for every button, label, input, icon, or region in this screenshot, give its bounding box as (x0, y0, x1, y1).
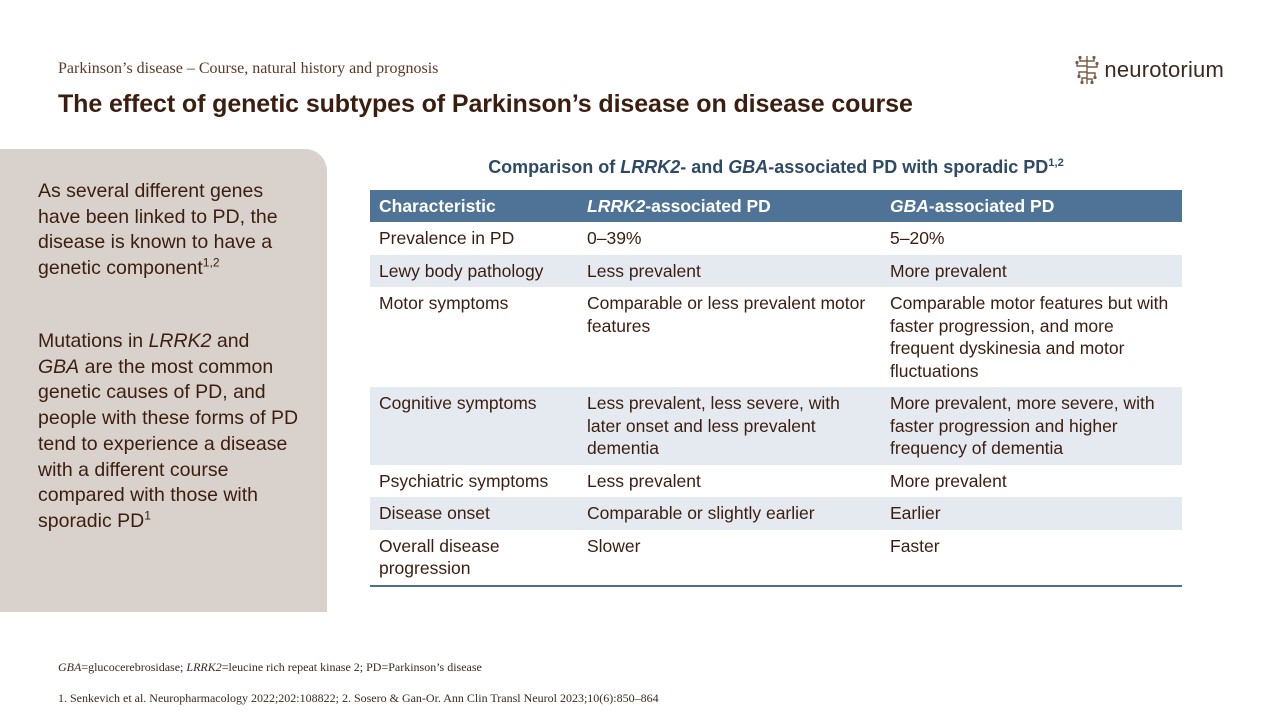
cell-lrrk2: Slower (587, 535, 641, 556)
cell-characteristic: Motor symptoms (379, 293, 509, 313)
cell-lrrk2: Less prevalent (578, 255, 881, 288)
sidebar-p2-citation: 1 (144, 508, 151, 523)
footnote-lrrk2: LRRK2 (186, 660, 222, 674)
cell-lrrk2: Comparable or less prevalent motor features (587, 293, 866, 336)
sidebar-p2-and: and (211, 330, 250, 352)
table-row (370, 530, 1182, 586)
header-lrrk2 (578, 190, 881, 222)
sidebar-p2-text: are the most common genetic causes of PD, and people with these forms of PD tend to experience a disease with a different course compared with those with sporadic PD (38, 355, 299, 532)
footnote-lrrk2-def: =leucine rich repeat kinase 2; PD=Parkinson’s disease (221, 660, 482, 674)
caption-mid: - and (680, 157, 729, 177)
caption-gene-gba: GBA (728, 157, 769, 177)
cell-gba: Comparable motor features but with faster progression, and more frequent dyskinesia and motor fluctuations (890, 293, 1169, 381)
sidebar-p1-text: As several different genes have been linked to PD, the disease is known to have a genetic component (38, 180, 278, 280)
page-subtitle: Parkinson’s disease – Course, natural history and prognosis (58, 60, 439, 77)
cell-characteristic: Psychiatric symptoms (379, 470, 549, 491)
references: 1. Senkevich et al. Neuropharmacology 2022;202:108822; 2. Sosero & Gan-Or. Ann Clin Transl Neurol 2023;10(6):850–864 (58, 691, 659, 705)
cell-lrrk2: Comparable or slightly earlier (578, 497, 881, 530)
cell-gba: Earlier (881, 497, 1182, 530)
cell-gba: Faster (890, 535, 940, 556)
cell-gba: More prevalent (890, 470, 1007, 491)
page-title: The effect of genetic subtypes of Parkinson’s disease on disease course (58, 90, 913, 118)
table-caption (370, 157, 1182, 178)
cell-characteristic: Cognitive symptoms (370, 387, 578, 465)
brain-circuit-icon (1074, 54, 1100, 86)
cell-lrrk2: Less prevalent, less severe, with later onset and less prevalent dementia (578, 387, 881, 465)
table-row (370, 222, 1182, 255)
cell-gba: More prevalent (881, 255, 1182, 288)
sidebar-panel (0, 149, 327, 612)
table-row (370, 387, 1182, 465)
sidebar-gene-lrrk2: LRRK2 (148, 330, 212, 352)
table-row (370, 465, 1182, 498)
cell-gba: More prevalent, more severe, with faster progression and higher frequency of dementia (881, 387, 1182, 465)
cell-lrrk2: 0–39% (587, 228, 642, 248)
caption-pre: Comparison of (488, 157, 621, 177)
header-characteristic: Characteristic (370, 190, 578, 222)
footnote-gba: GBA (58, 660, 82, 674)
sidebar-paragraph-2 (38, 329, 300, 535)
header-gba-suffix: -associated PD (928, 195, 1055, 216)
cell-characteristic: Overall disease progression (379, 535, 500, 578)
table-header-row (370, 190, 1182, 222)
header-lrrk2-gene: LRRK2 (587, 195, 646, 216)
sidebar-p2-pre: Mutations in (38, 330, 149, 352)
comparison-table (370, 190, 1182, 587)
header-gba-gene: GBA (890, 195, 929, 216)
caption-citation: 1,2 (1048, 157, 1064, 169)
cell-lrrk2: Less prevalent (587, 470, 701, 491)
caption-gene-lrrk2: LRRK2 (620, 157, 681, 177)
cell-characteristic: Disease onset (370, 497, 578, 530)
cell-characteristic: Prevalence in PD (379, 228, 515, 248)
sidebar-p1-citation: 1,2 (202, 255, 220, 270)
logo-text: neurotorium (1104, 57, 1224, 82)
header-gba (881, 190, 1182, 222)
caption-post: -associated PD with sporadic PD (768, 157, 1049, 177)
logo (1074, 54, 1224, 86)
table-row (370, 287, 1182, 387)
abbreviations-footnote (58, 660, 482, 675)
table-row (370, 497, 1182, 530)
cell-gba: 5–20% (890, 228, 945, 248)
cell-characteristic: Lewy body pathology (370, 255, 578, 288)
table-row (370, 255, 1182, 288)
footnote-gba-def: =glucocerebrosidase; (81, 660, 187, 674)
header-lrrk2-suffix: -associated PD (645, 195, 771, 216)
sidebar-paragraph-1 (38, 179, 300, 282)
sidebar-gene-gba: GBA (38, 355, 80, 378)
